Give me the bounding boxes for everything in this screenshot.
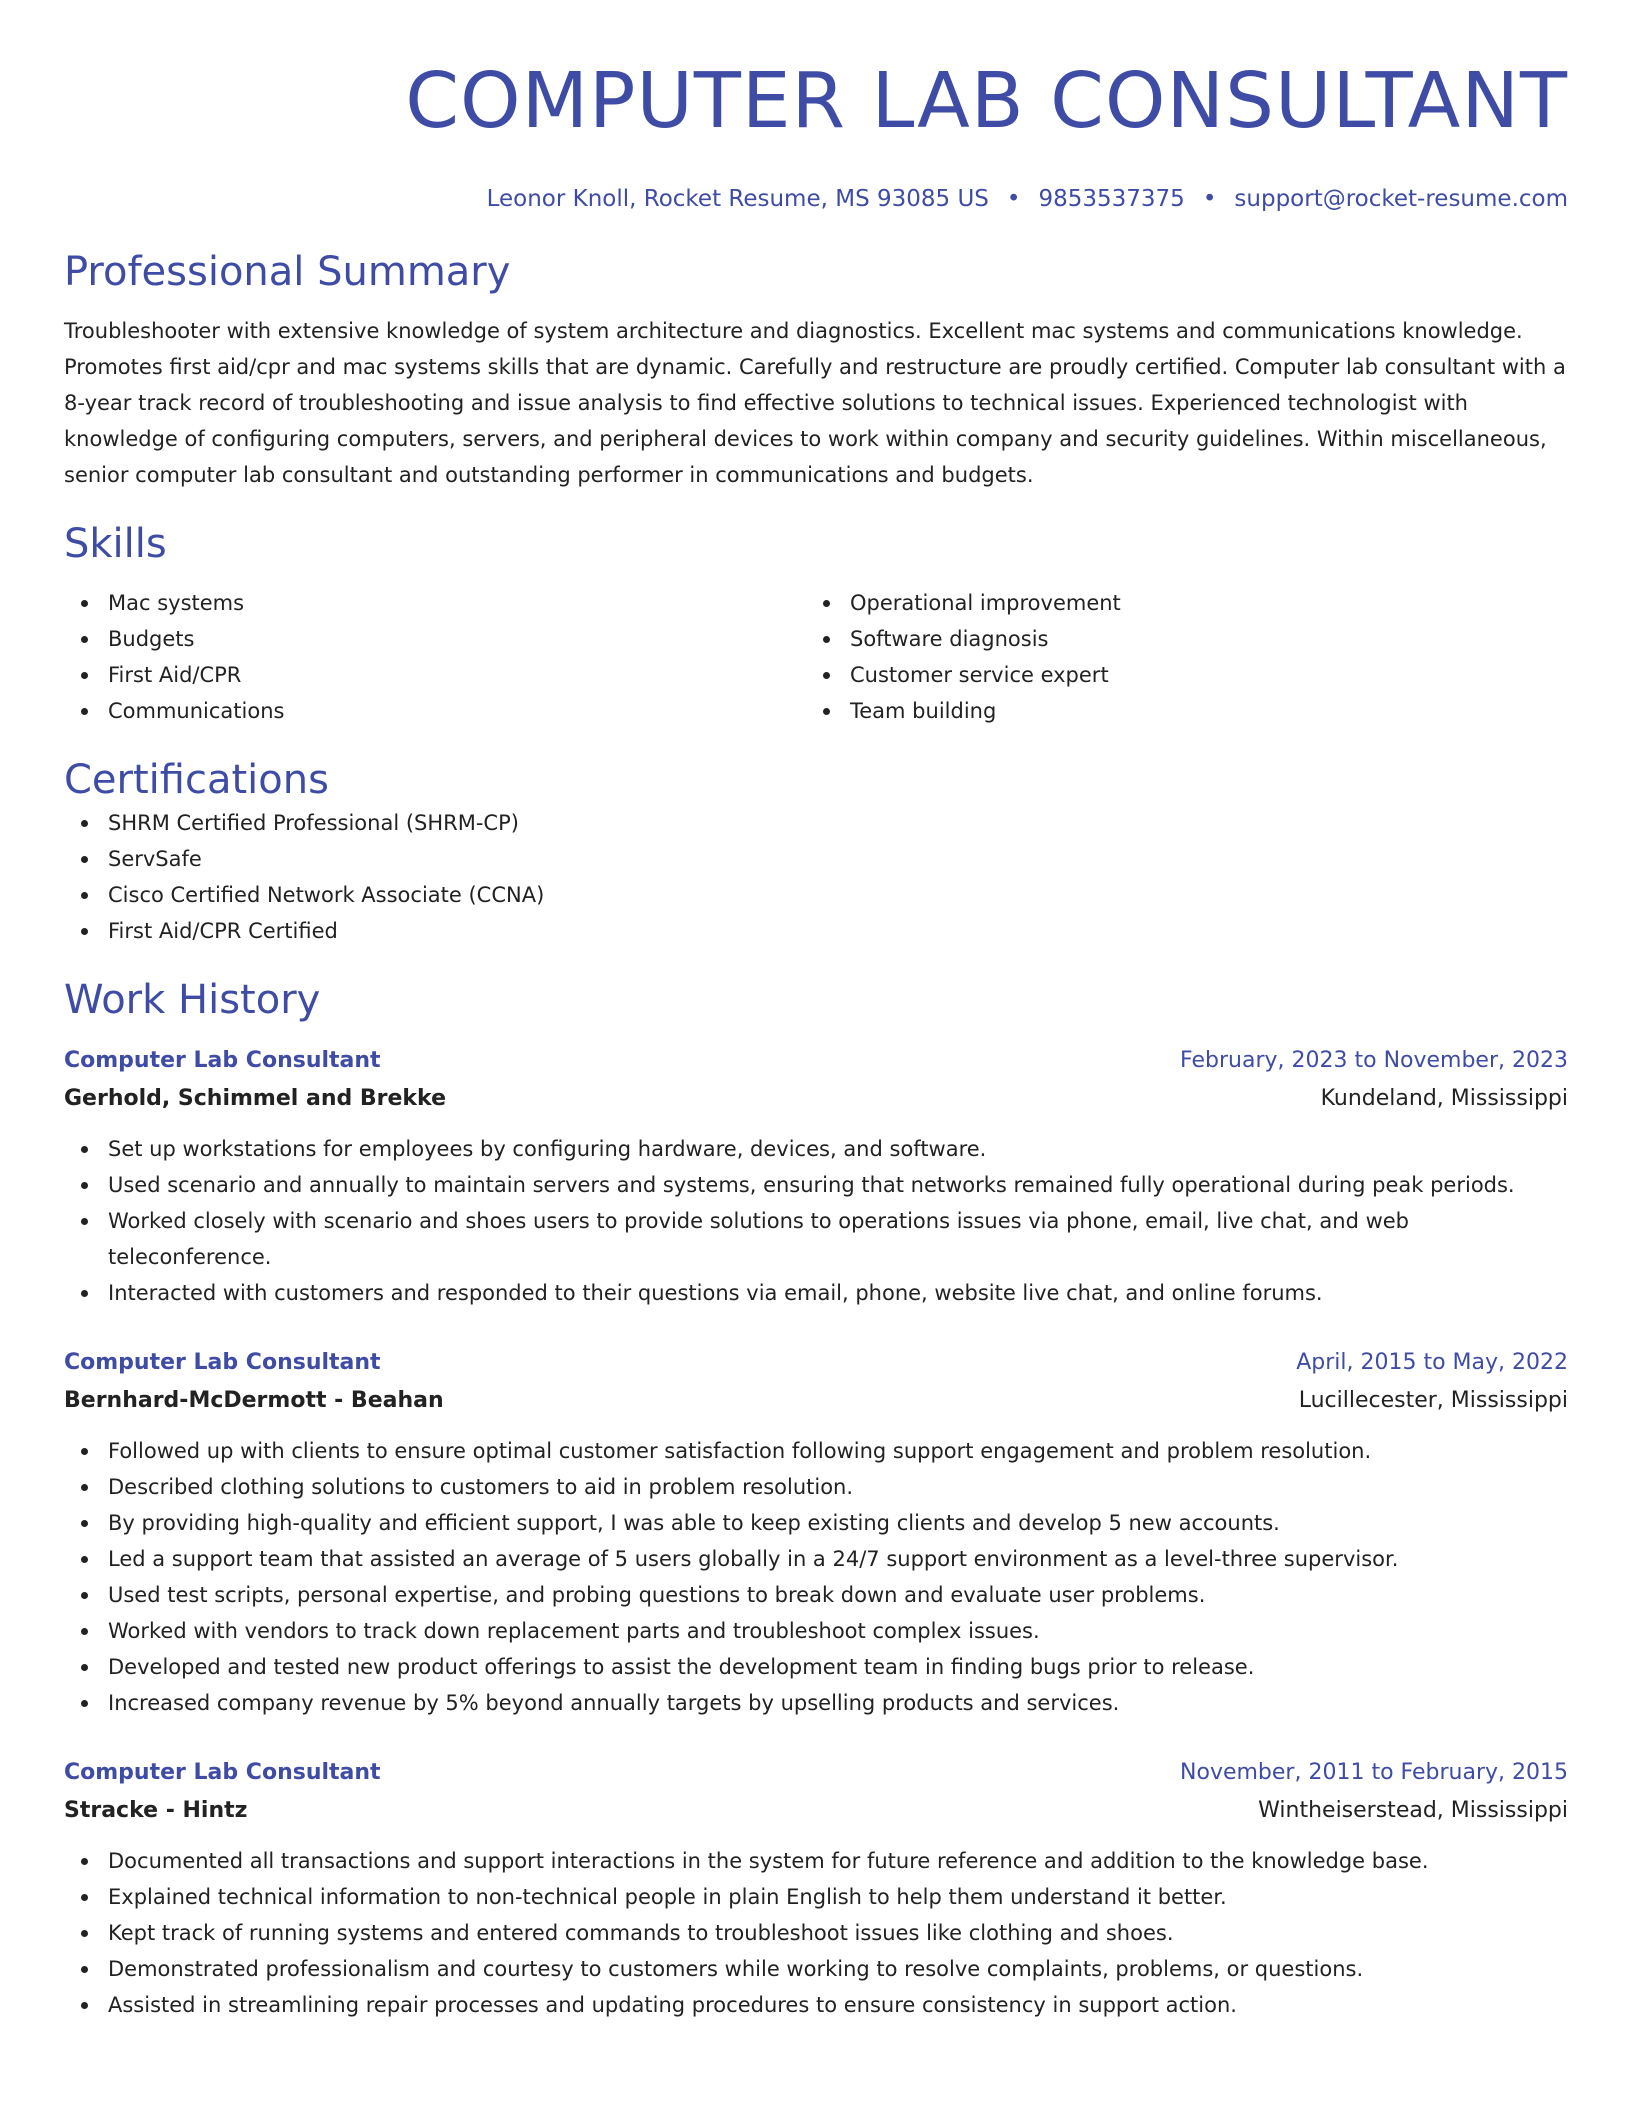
skills-column-right [806, 585, 1548, 729]
job-duty-item: Increased company revenue by 5% beyond annually targets by upselling products and services. [64, 1685, 1568, 1721]
job-location: Wintheiserstead, Mississippi [1258, 1798, 1568, 1823]
job-company-row [64, 1079, 1568, 1119]
job-duties-list [64, 1433, 1568, 1721]
job-position: Computer Lab Consultant [64, 1350, 381, 1375]
skills-list-right [806, 585, 1548, 729]
job-duty-item: Documented all transactions and support interactions in the system for future reference and addition to the knowledge base. [64, 1843, 1568, 1879]
summary-section [64, 247, 1568, 493]
resume-page [64, 0, 1568, 2023]
certification-item: ServSafe [64, 841, 1568, 877]
job-dates: February, 2023 to November, 2023 [1180, 1048, 1568, 1073]
job-duty-item: Kept track of running systems and entered commands to troubleshoot issues like clothing and shoes. [64, 1915, 1568, 1951]
job-entry [64, 1755, 1568, 2023]
skill-item: Mac systems [64, 585, 806, 621]
skills-section [64, 519, 1568, 729]
job-duty-item: Worked closely with scenario and shoes users to provide solutions to operations issues via phone, email, live chat, and web teleconference. [64, 1203, 1568, 1275]
job-position: Computer Lab Consultant [64, 1048, 381, 1073]
job-duty-item: Used test scripts, personal expertise, and probing questions to break down and evaluate user problems. [64, 1577, 1568, 1613]
job-title-heading: COMPUTER LAB CONSULTANT [405, 57, 1568, 146]
skills-heading: Skills [64, 521, 167, 567]
contact-address: Leonor Knoll, Rocket Resume, MS 93085 US [486, 186, 989, 212]
job-position: Computer Lab Consultant [64, 1760, 381, 1785]
work-history-section [64, 975, 1568, 2023]
job-duty-item: Interacted with customers and responded to their questions via email, phone, website live chat, and online forums. [64, 1275, 1568, 1311]
job-company-row [64, 1381, 1568, 1421]
work-history-heading: Work History [64, 977, 321, 1023]
job-location: Lucillecester, Mississippi [1298, 1388, 1568, 1413]
certification-item: First Aid/CPR Certified [64, 913, 1568, 949]
jobs-list [64, 1043, 1568, 2023]
job-duty-item: Worked with vendors to track down replacement parts and troubleshoot complex issues. [64, 1613, 1568, 1649]
job-header-row [64, 1043, 1568, 1079]
skill-item: Software diagnosis [806, 621, 1548, 657]
job-duties-list [64, 1131, 1568, 1311]
contact-line [64, 184, 1568, 214]
separator-dot: • [1006, 186, 1021, 212]
job-company: Bernhard-McDermott - Beahan [64, 1388, 444, 1413]
job-duties-list [64, 1843, 1568, 2023]
certification-item: SHRM Certified Professional (SHRM-CP) [64, 805, 1568, 841]
job-duty-item: Demonstrated professionalism and courtesy to customers while working to resolve complaints, problems, or questions. [64, 1951, 1568, 1987]
job-duty-item: Assisted in streamlining repair processes and updating procedures to ensure consistency in support action. [64, 1987, 1568, 2023]
job-duty-item: Explained technical information to non-technical people in plain English to help them understand it better. [64, 1879, 1568, 1915]
skill-item: First Aid/CPR [64, 657, 806, 693]
certifications-section [64, 755, 1568, 949]
job-header-row [64, 1345, 1568, 1381]
contact-phone: 9853537375 [1038, 186, 1185, 212]
job-dates: November, 2011 to February, 2015 [1180, 1760, 1568, 1785]
certification-item: Cisco Certified Network Associate (CCNA) [64, 877, 1568, 913]
job-duty-item: Followed up with clients to ensure optimal customer satisfaction following support engagement and problem resolution. [64, 1433, 1568, 1469]
job-dates: April, 2015 to May, 2022 [1296, 1350, 1568, 1375]
job-duty-item: Used scenario and annually to maintain servers and systems, ensuring that networks remained fully operational during peak periods. [64, 1167, 1568, 1203]
separator-dot: • [1202, 186, 1217, 212]
job-company-row [64, 1791, 1568, 1831]
job-entry [64, 1345, 1568, 1721]
job-duty-item: Set up workstations for employees by configuring hardware, devices, and software. [64, 1131, 1568, 1167]
summary-text: Troubleshooter with extensive knowledge of system architecture and diagnostics. Excellent mac systems and communications knowledge. Promotes first aid/cpr and mac systems skills that are dynamic. Carefully and restructure are proudly certified. Computer lab consultant with a 8-year track record of troubleshooting and issue analysis to find effective solutions to technical issues. Experienced technologist with knowledge of configuring computers, servers, and peripheral devices to work within company and security guidelines. Within miscellaneous, senior computer lab consultant and outstanding performer in communications and budgets. [64, 319, 1566, 487]
contact-email[interactable]: support@rocket-resume.com [1234, 186, 1568, 212]
skills-list-left [64, 585, 806, 729]
certifications-heading: Certifications [64, 757, 329, 803]
job-company: Stracke - Hintz [64, 1798, 248, 1823]
summary-heading: Professional Summary [64, 249, 511, 295]
job-header-row [64, 1755, 1568, 1791]
skill-item: Team building [806, 693, 1548, 729]
certifications-list [64, 805, 1568, 949]
job-entry [64, 1043, 1568, 1311]
skill-item: Communications [64, 693, 806, 729]
skill-item: Operational improvement [806, 585, 1548, 621]
job-duty-item: Described clothing solutions to customers to aid in problem resolution. [64, 1469, 1568, 1505]
job-duty-item: Led a support team that assisted an average of 5 users globally in a 24/7 support environment as a level-three supervisor. [64, 1541, 1568, 1577]
skill-item: Customer service expert [806, 657, 1548, 693]
skills-column-left [64, 585, 806, 729]
job-duty-item: Developed and tested new product offerings to assist the development team in finding bugs prior to release. [64, 1649, 1568, 1685]
job-duty-item: By providing high-quality and efficient support, I was able to keep existing clients and develop 5 new accounts. [64, 1505, 1568, 1541]
job-company: Gerhold, Schimmel and Brekke [64, 1086, 447, 1111]
skill-item: Budgets [64, 621, 806, 657]
skills-grid [64, 585, 1568, 729]
job-location: Kundeland, Mississippi [1320, 1086, 1568, 1111]
resume-header [64, 0, 1568, 214]
